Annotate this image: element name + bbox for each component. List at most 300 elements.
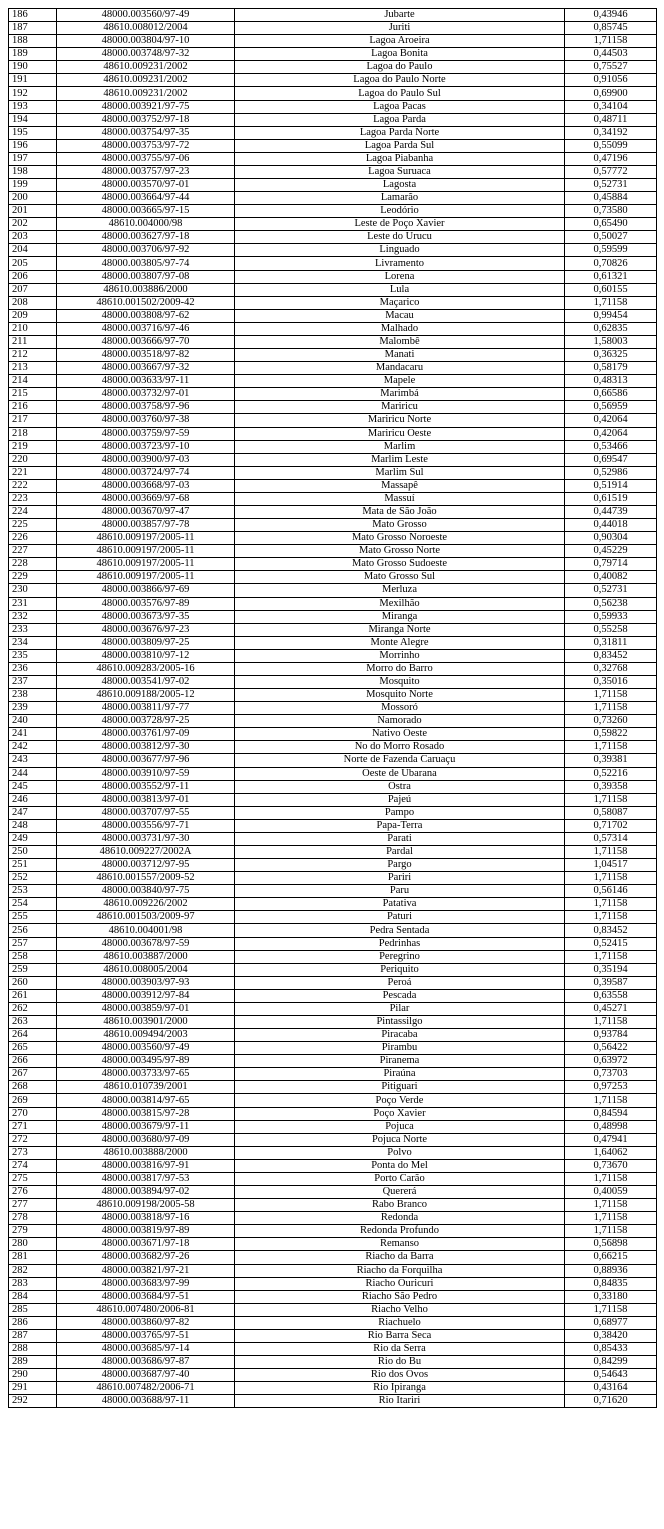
- value-cell: 0,40082: [565, 571, 657, 584]
- field-name-cell: Lagoa Suruaca: [235, 165, 565, 178]
- process-number-cell: 48000.003560/97-49: [57, 1042, 235, 1055]
- process-number-cell: 48000.003678/97-59: [57, 937, 235, 950]
- table-row: [9, 1395, 657, 1408]
- value-cell: 0,91056: [565, 74, 657, 87]
- table-row: [9, 793, 657, 806]
- process-number-cell: 48610.009198/2005-58: [57, 1199, 235, 1212]
- value-cell: 0,84299: [565, 1356, 657, 1369]
- row-number-cell: 264: [9, 1029, 57, 1042]
- field-name-cell: Rio Itariri: [235, 1395, 565, 1408]
- value-cell: 1,64062: [565, 1146, 657, 1159]
- process-number-cell: 48000.003857/97-78: [57, 519, 235, 532]
- row-number-cell: 245: [9, 780, 57, 793]
- row-number-cell: 288: [9, 1342, 57, 1355]
- value-cell: 0,71620: [565, 1395, 657, 1408]
- value-cell: 1,71158: [565, 898, 657, 911]
- field-name-cell: Massuí: [235, 492, 565, 505]
- row-number-cell: 243: [9, 754, 57, 767]
- value-cell: 0,39587: [565, 976, 657, 989]
- value-cell: 0,56898: [565, 1238, 657, 1251]
- process-number-cell: 48610.009188/2005-12: [57, 689, 235, 702]
- table-row: [9, 466, 657, 479]
- value-cell: 1,71158: [565, 1094, 657, 1107]
- row-number-cell: 274: [9, 1159, 57, 1172]
- row-number-cell: 275: [9, 1172, 57, 1185]
- row-number-cell: 194: [9, 113, 57, 126]
- table-row: [9, 832, 657, 845]
- value-cell: 0,84835: [565, 1277, 657, 1290]
- value-cell: 0,63972: [565, 1055, 657, 1068]
- value-cell: 0,45271: [565, 1002, 657, 1015]
- field-name-cell: Macau: [235, 309, 565, 322]
- row-number-cell: 215: [9, 388, 57, 401]
- value-cell: 0,84594: [565, 1107, 657, 1120]
- value-cell: 0,97253: [565, 1081, 657, 1094]
- process-number-cell: 48610.010739/2001: [57, 1081, 235, 1094]
- value-cell: 0,31811: [565, 636, 657, 649]
- process-number-cell: 48000.003673/97-35: [57, 610, 235, 623]
- field-name-cell: Piraúna: [235, 1068, 565, 1081]
- field-name-cell: Jubarte: [235, 9, 565, 22]
- value-cell: 0,36325: [565, 349, 657, 362]
- process-number-cell: 48610.003888/2000: [57, 1146, 235, 1159]
- field-name-cell: Mandacaru: [235, 362, 565, 375]
- value-cell: 0,35194: [565, 963, 657, 976]
- field-name-cell: Lagoa Parda Norte: [235, 126, 565, 139]
- table-row: [9, 388, 657, 401]
- process-number-cell: 48000.003731/97-30: [57, 832, 235, 845]
- row-number-cell: 212: [9, 349, 57, 362]
- value-cell: 1,71158: [565, 1212, 657, 1225]
- field-name-cell: Mato Grosso Noroeste: [235, 532, 565, 545]
- value-cell: 0,43164: [565, 1382, 657, 1395]
- table-row: [9, 231, 657, 244]
- process-number-cell: 48000.003683/97-99: [57, 1277, 235, 1290]
- field-name-cell: Pescada: [235, 989, 565, 1002]
- row-number-cell: 196: [9, 139, 57, 152]
- field-name-cell: Pitiguari: [235, 1081, 565, 1094]
- field-name-cell: Merluza: [235, 584, 565, 597]
- process-number-cell: 48000.003518/97-82: [57, 349, 235, 362]
- process-number-cell: 48000.003809/97-25: [57, 636, 235, 649]
- field-name-cell: Periquito: [235, 963, 565, 976]
- process-number-cell: 48000.003760/97-38: [57, 414, 235, 427]
- process-number-cell: 48000.003807/97-08: [57, 270, 235, 283]
- table-row: [9, 885, 657, 898]
- row-number-cell: 206: [9, 270, 57, 283]
- table-row: [9, 192, 657, 205]
- row-number-cell: 260: [9, 976, 57, 989]
- row-number-cell: 268: [9, 1081, 57, 1094]
- row-number-cell: 210: [9, 322, 57, 335]
- process-number-cell: 48000.003716/97-46: [57, 322, 235, 335]
- row-number-cell: 222: [9, 479, 57, 492]
- row-number-cell: 225: [9, 519, 57, 532]
- value-cell: 0,83452: [565, 649, 657, 662]
- row-number-cell: 207: [9, 283, 57, 296]
- value-cell: 0,68977: [565, 1316, 657, 1329]
- value-cell: 0,56959: [565, 401, 657, 414]
- row-number-cell: 213: [9, 362, 57, 375]
- row-number-cell: 256: [9, 924, 57, 937]
- field-name-cell: Norte de Fazenda Caruaçu: [235, 754, 565, 767]
- row-number-cell: 203: [9, 231, 57, 244]
- field-name-cell: Pirambu: [235, 1042, 565, 1055]
- process-number-cell: 48000.003804/97-10: [57, 35, 235, 48]
- process-number-cell: 48000.003810/97-12: [57, 649, 235, 662]
- table-row: [9, 1107, 657, 1120]
- row-number-cell: 278: [9, 1212, 57, 1225]
- row-number-cell: 290: [9, 1369, 57, 1382]
- value-cell: 0,69900: [565, 87, 657, 100]
- value-cell: 0,34192: [565, 126, 657, 139]
- process-number-cell: 48000.003805/97-74: [57, 257, 235, 270]
- process-number-cell: 48000.003560/97-49: [57, 9, 235, 22]
- value-cell: 0,48998: [565, 1120, 657, 1133]
- field-name-cell: Mato Grosso Sudoeste: [235, 558, 565, 571]
- process-number-cell: 48000.003676/97-23: [57, 623, 235, 636]
- row-number-cell: 262: [9, 1002, 57, 1015]
- process-number-cell: 48000.003859/97-01: [57, 1002, 235, 1015]
- field-name-cell: Mapele: [235, 375, 565, 388]
- process-number-cell: 48610.009197/2005-11: [57, 532, 235, 545]
- value-cell: 0,59933: [565, 610, 657, 623]
- field-name-cell: Lagoa Parda Sul: [235, 139, 565, 152]
- table-row: [9, 453, 657, 466]
- process-number-cell: 48000.003541/97-02: [57, 675, 235, 688]
- row-number-cell: 227: [9, 545, 57, 558]
- table-row: [9, 1016, 657, 1029]
- value-cell: 1,71158: [565, 872, 657, 885]
- value-cell: 0,69547: [565, 453, 657, 466]
- value-cell: 1,71158: [565, 846, 657, 859]
- process-number-cell: 48610.008005/2004: [57, 963, 235, 976]
- field-name-cell: Rio Ipiranga: [235, 1382, 565, 1395]
- row-number-cell: 200: [9, 192, 57, 205]
- row-number-cell: 226: [9, 532, 57, 545]
- table-row: [9, 1172, 657, 1185]
- table-row: [9, 689, 657, 702]
- process-number-cell: 48000.003753/97-72: [57, 139, 235, 152]
- field-name-cell: Lagoa do Paulo: [235, 61, 565, 74]
- row-number-cell: 257: [9, 937, 57, 950]
- table-row: [9, 35, 657, 48]
- table-row: [9, 139, 657, 152]
- table-row: [9, 1382, 657, 1395]
- table-row: [9, 636, 657, 649]
- field-name-cell: Pajeú: [235, 793, 565, 806]
- field-name-cell: Rio Barra Seca: [235, 1329, 565, 1342]
- value-cell: 1,71158: [565, 1016, 657, 1029]
- value-cell: 0,57314: [565, 832, 657, 845]
- value-cell: 1,71158: [565, 1303, 657, 1316]
- value-cell: 1,71158: [565, 35, 657, 48]
- process-number-cell: 48610.009494/2003: [57, 1029, 235, 1042]
- value-cell: 0,42064: [565, 414, 657, 427]
- table-row: [9, 584, 657, 597]
- value-cell: 0,54643: [565, 1369, 657, 1382]
- value-cell: 0,34104: [565, 100, 657, 113]
- process-number-cell: 48610.009231/2002: [57, 74, 235, 87]
- field-name-cell: Poço Verde: [235, 1094, 565, 1107]
- row-number-cell: 189: [9, 48, 57, 61]
- field-name-cell: Poço Xavier: [235, 1107, 565, 1120]
- table-row: [9, 375, 657, 388]
- table-row: [9, 754, 657, 767]
- process-number-cell: 48000.003758/97-96: [57, 401, 235, 414]
- row-number-cell: 214: [9, 375, 57, 388]
- field-name-cell: Peroá: [235, 976, 565, 989]
- table-row: [9, 335, 657, 348]
- row-number-cell: 253: [9, 885, 57, 898]
- row-number-cell: 281: [9, 1251, 57, 1264]
- table-row: [9, 309, 657, 322]
- process-number-cell: 48000.003670/97-47: [57, 505, 235, 518]
- row-number-cell: 250: [9, 846, 57, 859]
- process-number-cell: 48610.009231/2002: [57, 87, 235, 100]
- value-cell: 0,75527: [565, 61, 657, 74]
- value-cell: 1,58003: [565, 335, 657, 348]
- row-number-cell: 232: [9, 610, 57, 623]
- table-row: [9, 989, 657, 1002]
- process-number-cell: 48000.003680/97-09: [57, 1133, 235, 1146]
- table-row: [9, 479, 657, 492]
- field-name-cell: Marlim: [235, 440, 565, 453]
- table-row: [9, 283, 657, 296]
- process-number-cell: 48000.003687/97-40: [57, 1369, 235, 1382]
- row-number-cell: 283: [9, 1277, 57, 1290]
- value-cell: 0,33180: [565, 1290, 657, 1303]
- value-cell: 0,60155: [565, 283, 657, 296]
- field-name-cell: Mexilhão: [235, 597, 565, 610]
- row-number-cell: 201: [9, 205, 57, 218]
- field-name-cell: Marlim Leste: [235, 453, 565, 466]
- process-number-cell: 48000.003682/97-26: [57, 1251, 235, 1264]
- value-cell: 0,62835: [565, 322, 657, 335]
- process-number-cell: 48000.003570/97-01: [57, 179, 235, 192]
- process-number-cell: 48000.003754/97-35: [57, 126, 235, 139]
- table-row: [9, 1369, 657, 1382]
- process-number-cell: 48000.003840/97-75: [57, 885, 235, 898]
- table-row: [9, 1081, 657, 1094]
- field-name-cell: Mosquito: [235, 675, 565, 688]
- field-name-cell: Pargo: [235, 859, 565, 872]
- field-name-cell: Parati: [235, 832, 565, 845]
- table-row: [9, 9, 657, 22]
- table-row: [9, 924, 657, 937]
- row-number-cell: 193: [9, 100, 57, 113]
- process-number-cell: 48000.003706/97-92: [57, 244, 235, 257]
- value-cell: 0,45229: [565, 545, 657, 558]
- table-row: [9, 414, 657, 427]
- table-row: [9, 898, 657, 911]
- field-name-cell: Ostra: [235, 780, 565, 793]
- row-number-cell: 235: [9, 649, 57, 662]
- value-cell: 0,56422: [565, 1042, 657, 1055]
- value-cell: 0,48711: [565, 113, 657, 126]
- field-name-cell: Riacho da Barra: [235, 1251, 565, 1264]
- process-number-cell: 48610.007482/2006-71: [57, 1382, 235, 1395]
- process-number-cell: 48000.003757/97-23: [57, 165, 235, 178]
- field-name-cell: Miranga: [235, 610, 565, 623]
- row-number-cell: 221: [9, 466, 57, 479]
- table-row: [9, 1159, 657, 1172]
- value-cell: 0,73703: [565, 1068, 657, 1081]
- row-number-cell: 199: [9, 179, 57, 192]
- row-number-cell: 205: [9, 257, 57, 270]
- row-number-cell: 248: [9, 819, 57, 832]
- process-number-cell: 48000.003761/97-09: [57, 728, 235, 741]
- field-name-cell: Leodório: [235, 205, 565, 218]
- process-number-cell: 48000.003495/97-89: [57, 1055, 235, 1068]
- value-cell: 0,93784: [565, 1029, 657, 1042]
- field-name-cell: Piranema: [235, 1055, 565, 1068]
- row-number-cell: 244: [9, 767, 57, 780]
- field-name-cell: Lagoa Pacas: [235, 100, 565, 113]
- table-row: [9, 963, 657, 976]
- process-number-cell: 48000.003669/97-68: [57, 492, 235, 505]
- table-row: [9, 702, 657, 715]
- value-cell: 0,44739: [565, 505, 657, 518]
- field-name-cell: Lagosta: [235, 179, 565, 192]
- field-name-cell: Riacho Ouricuri: [235, 1277, 565, 1290]
- process-number-cell: 48000.003633/97-11: [57, 375, 235, 388]
- field-name-cell: Pampo: [235, 806, 565, 819]
- value-cell: 0,52731: [565, 584, 657, 597]
- field-name-cell: Pilar: [235, 1002, 565, 1015]
- value-cell: 0,61321: [565, 270, 657, 283]
- field-name-cell: Lula: [235, 283, 565, 296]
- value-cell: 1,71158: [565, 793, 657, 806]
- field-name-cell: Miranga Norte: [235, 623, 565, 636]
- process-number-cell: 48610.009226/2002: [57, 898, 235, 911]
- process-number-cell: 48000.003912/97-84: [57, 989, 235, 1002]
- value-cell: 0,53466: [565, 440, 657, 453]
- process-number-cell: 48000.003814/97-65: [57, 1094, 235, 1107]
- table-row: [9, 1120, 657, 1133]
- process-number-cell: 48610.004001/98: [57, 924, 235, 937]
- value-cell: 1,71158: [565, 1172, 657, 1185]
- row-number-cell: 219: [9, 440, 57, 453]
- field-name-cell: Lagoa Bonita: [235, 48, 565, 61]
- table-row: [9, 244, 657, 257]
- table-row: [9, 806, 657, 819]
- process-number-cell: 48000.003576/97-89: [57, 597, 235, 610]
- process-number-cell: 48610.009197/2005-11: [57, 545, 235, 558]
- process-number-cell: 48000.003903/97-93: [57, 976, 235, 989]
- row-number-cell: 282: [9, 1264, 57, 1277]
- process-number-cell: 48000.003755/97-06: [57, 152, 235, 165]
- field-name-cell: Marimbá: [235, 388, 565, 401]
- table-row: [9, 1356, 657, 1369]
- process-number-cell: 48000.003910/97-59: [57, 767, 235, 780]
- process-number-cell: 48610.001503/2009-97: [57, 911, 235, 924]
- field-name-cell: Malombê: [235, 335, 565, 348]
- row-number-cell: 279: [9, 1225, 57, 1238]
- row-number-cell: 286: [9, 1316, 57, 1329]
- row-number-cell: 186: [9, 9, 57, 22]
- field-name-cell: Pintassilgo: [235, 1016, 565, 1029]
- row-number-cell: 258: [9, 950, 57, 963]
- table-row: [9, 440, 657, 453]
- process-number-cell: 48000.003667/97-32: [57, 362, 235, 375]
- field-name-cell: Rio do Bu: [235, 1356, 565, 1369]
- value-cell: 0,59822: [565, 728, 657, 741]
- value-cell: 0,47941: [565, 1133, 657, 1146]
- row-number-cell: 263: [9, 1016, 57, 1029]
- table-row: [9, 1212, 657, 1225]
- field-name-cell: Livramento: [235, 257, 565, 270]
- field-name-cell: Paturi: [235, 911, 565, 924]
- process-number-cell: 48000.003664/97-44: [57, 192, 235, 205]
- table-row: [9, 152, 657, 165]
- table-row: [9, 872, 657, 885]
- table-row: [9, 545, 657, 558]
- table-row: [9, 1094, 657, 1107]
- row-number-cell: 190: [9, 61, 57, 74]
- row-number-cell: 289: [9, 1356, 57, 1369]
- table-row: [9, 976, 657, 989]
- field-name-cell: Paru: [235, 885, 565, 898]
- row-number-cell: 265: [9, 1042, 57, 1055]
- table-row: [9, 1199, 657, 1212]
- row-number-cell: 211: [9, 335, 57, 348]
- field-name-cell: Polvo: [235, 1146, 565, 1159]
- process-number-cell: 48610.008012/2004: [57, 22, 235, 35]
- row-number-cell: 276: [9, 1186, 57, 1199]
- field-name-cell: No do Morro Rosado: [235, 741, 565, 754]
- process-number-cell: 48000.003808/97-62: [57, 309, 235, 322]
- value-cell: 0,44018: [565, 519, 657, 532]
- row-number-cell: 209: [9, 309, 57, 322]
- row-number-cell: 292: [9, 1395, 57, 1408]
- process-number-cell: 48610.004000/98: [57, 218, 235, 231]
- value-cell: 0,65490: [565, 218, 657, 231]
- value-cell: 0,56146: [565, 885, 657, 898]
- row-number-cell: 216: [9, 401, 57, 414]
- field-name-cell: Mato Grosso Sul: [235, 571, 565, 584]
- value-cell: 0,70826: [565, 257, 657, 270]
- row-number-cell: 238: [9, 689, 57, 702]
- table-row: [9, 1133, 657, 1146]
- value-cell: 1,71158: [565, 689, 657, 702]
- value-cell: 0,58179: [565, 362, 657, 375]
- process-number-cell: 48000.003728/97-25: [57, 715, 235, 728]
- process-number-cell: 48000.003707/97-55: [57, 806, 235, 819]
- field-name-cell: Lagoa do Paulo Norte: [235, 74, 565, 87]
- table-row: [9, 859, 657, 872]
- field-name-cell: Quererá: [235, 1186, 565, 1199]
- row-number-cell: 239: [9, 702, 57, 715]
- value-cell: 0,66586: [565, 388, 657, 401]
- table-row: [9, 74, 657, 87]
- row-number-cell: 252: [9, 872, 57, 885]
- value-cell: 1,71158: [565, 950, 657, 963]
- field-name-cell: Malhado: [235, 322, 565, 335]
- value-cell: 0,73260: [565, 715, 657, 728]
- table-row: [9, 427, 657, 440]
- value-cell: 0,56238: [565, 597, 657, 610]
- process-number-cell: 48000.003666/97-70: [57, 335, 235, 348]
- table-row: [9, 165, 657, 178]
- table-row: [9, 1342, 657, 1355]
- row-number-cell: 224: [9, 505, 57, 518]
- table-row: [9, 1238, 657, 1251]
- row-number-cell: 287: [9, 1329, 57, 1342]
- table-row: [9, 1186, 657, 1199]
- table-row: [9, 741, 657, 754]
- table-row: [9, 218, 657, 231]
